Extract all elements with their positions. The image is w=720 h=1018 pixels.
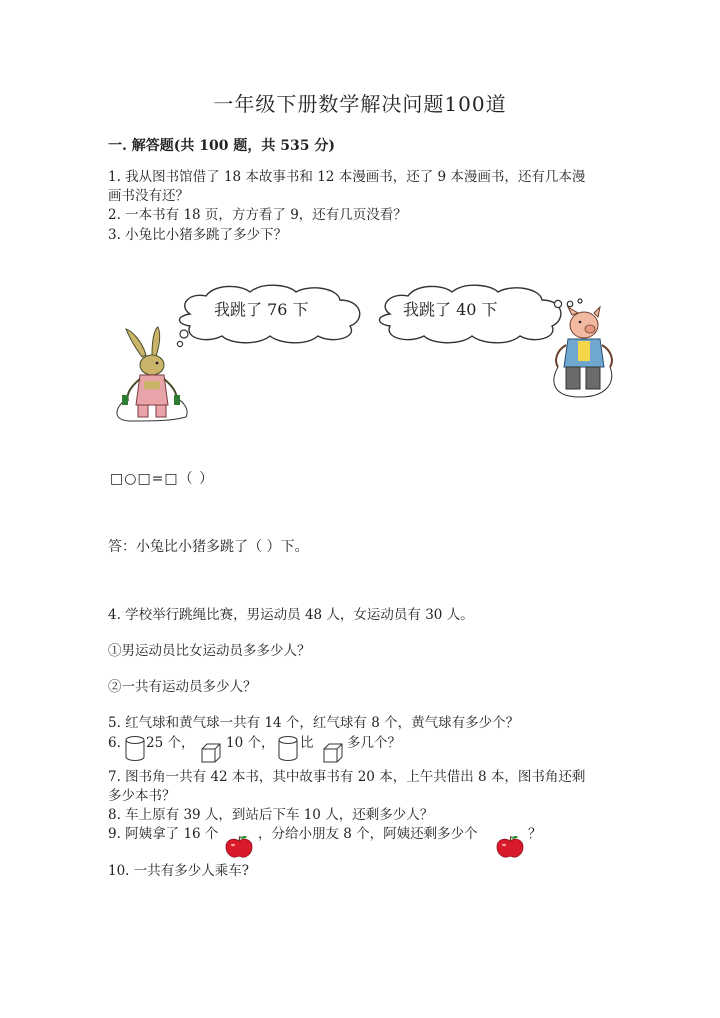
question-10: 10. 一共有多少人乘车? [108, 863, 249, 879]
question-4-part-2: ②一共有运动员多少人？ [108, 679, 257, 695]
question-7-line-2: 多少本书？ [108, 788, 176, 804]
rabbit-bubble-text: 我跳了 76 下 [214, 300, 309, 319]
question-9-text-1: 9. 阿姨拿了 16 个 [108, 826, 219, 842]
apple-icon [496, 835, 524, 859]
cylinder-icon [124, 736, 146, 762]
question-4: 4. 学校举行跳绳比赛，男运动员 48 人，女运动员有 30 人。 [108, 607, 474, 623]
question-3-formula: □○□=□（ ） [110, 471, 215, 487]
question-3: 3. 小兔比小猪多跳了多少下？ [108, 227, 288, 243]
question-9-text-2: ，分给小朋友 8 个，阿姨还剩多少个 [258, 826, 478, 842]
apple-icon [225, 835, 253, 859]
question-6-text-2: 10 个， [226, 735, 275, 751]
question-5: 5. 红气球和黄气球一共有 14 个，红气球有 8 个，黄气球有多少个？ [108, 715, 520, 731]
question-6-text-4: 多几个？ [347, 735, 401, 751]
rabbit-illustration [112, 325, 192, 425]
cube-icon [200, 742, 222, 764]
question-1-line-2: 画书没有还？ [108, 188, 189, 204]
cube-icon [322, 742, 344, 764]
section-heading: 一. 解答题(共 100 题，共 535 分) [108, 138, 335, 154]
pig-bubble-text: 我跳了 40 下 [403, 300, 498, 319]
question-4-part-1: ①男运动员比女运动员多多少人？ [108, 643, 311, 659]
question-6-number: 6. [108, 735, 121, 751]
question-3-answer: 答：小兔比小猪多跳了（ ）下。 [108, 539, 309, 555]
cylinder-icon [277, 736, 299, 762]
question-1-line-1: 1. 我从图书馆借了 18 本故事书和 12 本漫画书，还了 9 本漫画书，还有几本漫 [108, 169, 586, 185]
question-2: 2. 一本书有 18 页，方方看了 9，还有几页没看？ [108, 207, 407, 223]
page-title: 一年级下册数学解决问题100道 [213, 92, 507, 116]
question-8: 8. 车上原有 39 人，到站后下车 10 人，还剩多少人？ [108, 807, 434, 823]
pig-illustration [550, 305, 620, 400]
question-6-text-1: 25 个， [146, 735, 195, 751]
question-6-text-3: 比 [300, 735, 314, 751]
question-7-line-1: 7. 图书角一共有 42 本书，其中故事书有 20 本，上午共借出 8 本，图书角还剩 [108, 769, 586, 785]
question-9-text-3: ？ [528, 826, 542, 842]
